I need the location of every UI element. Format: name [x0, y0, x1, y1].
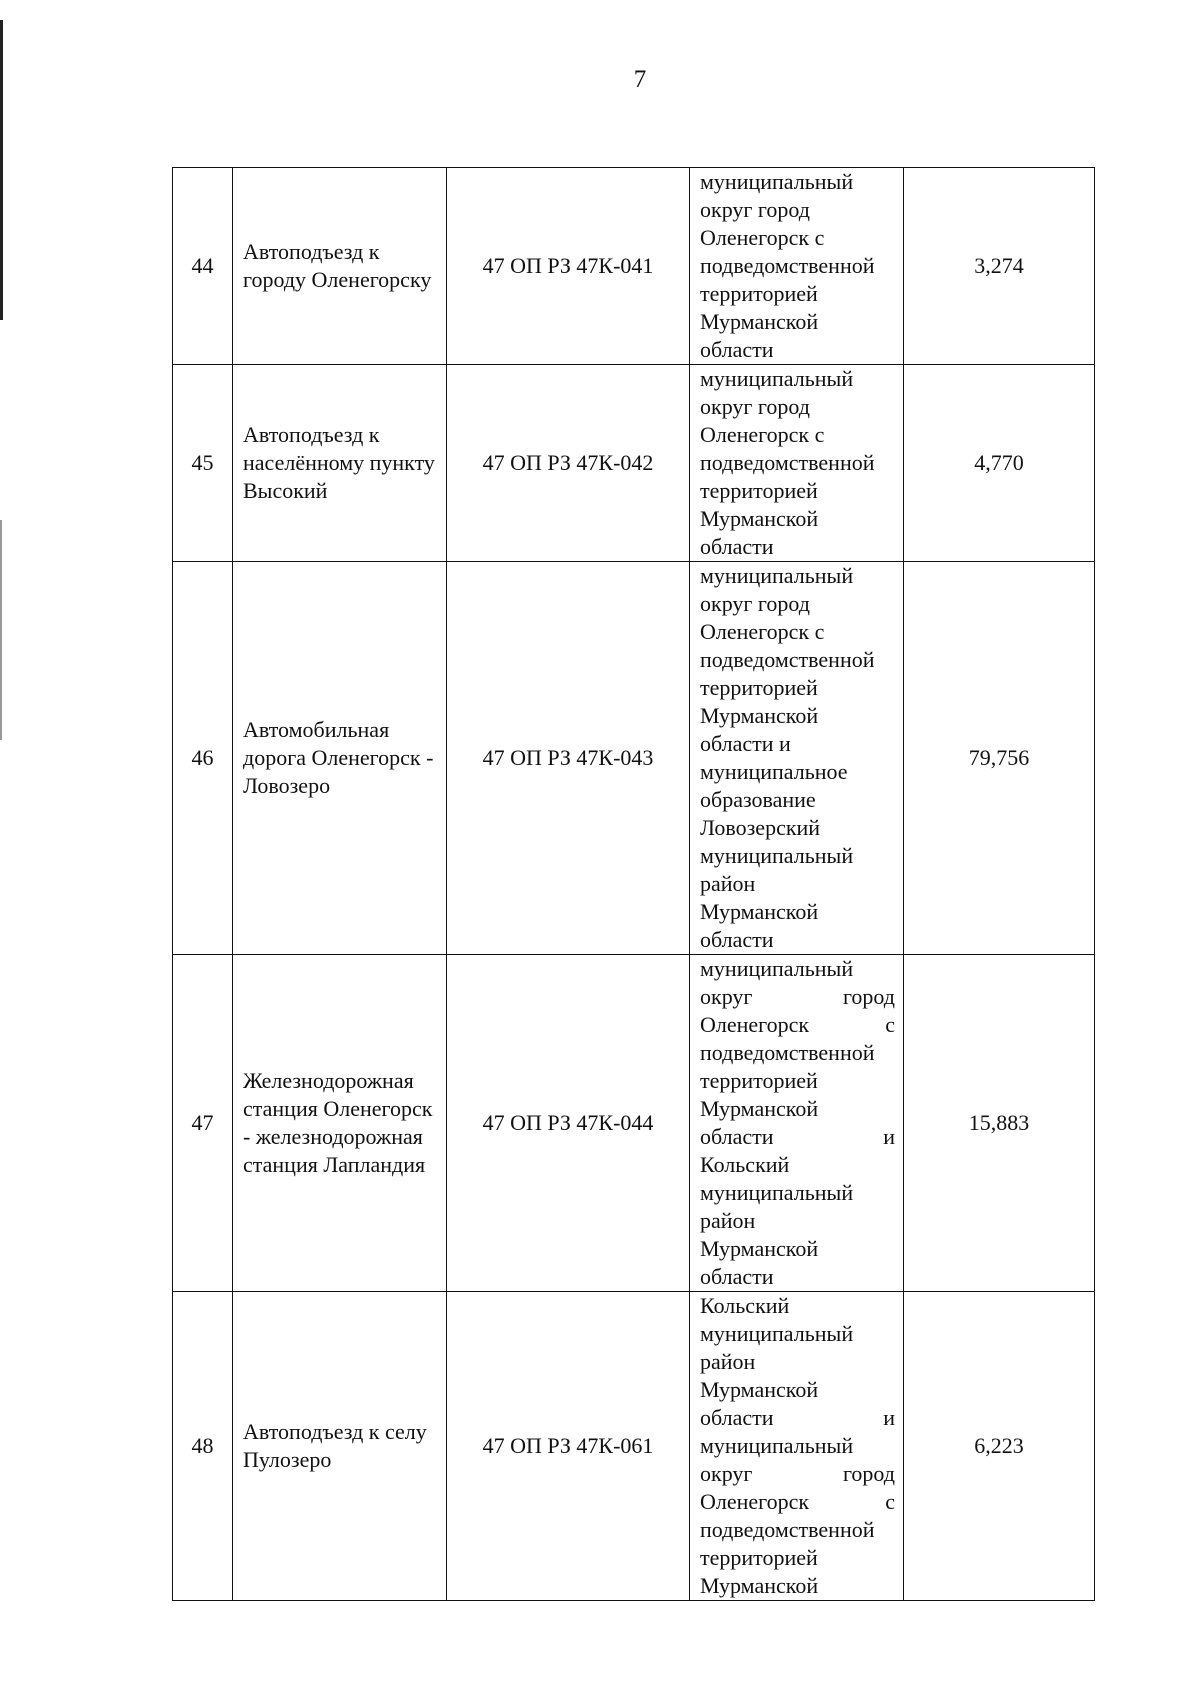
municipal-area [690, 365, 904, 562]
road-length: 6,223 [904, 1292, 1095, 1601]
area-line: округ город [700, 197, 810, 222]
area-line: области [700, 927, 774, 952]
scan-edge-mark [0, 20, 3, 320]
area-line: Оленегорск с [700, 619, 825, 644]
municipal-area [690, 562, 904, 955]
area-line: муниципальный [700, 366, 854, 391]
area-line: округ город [700, 984, 895, 1009]
row-number: 45 [173, 365, 233, 562]
area-line: район [700, 1349, 756, 1374]
area-line: подведомственной [700, 1040, 875, 1065]
road-name: Автоподъезд к селу Пулозеро [233, 1292, 447, 1601]
area-line: подведомственной [700, 647, 875, 672]
area-line: подведомственной [700, 450, 875, 475]
area-line: муниципальный [700, 956, 854, 981]
area-line: Оленегорск с [700, 1012, 895, 1037]
area-line: области и [700, 731, 791, 756]
table-row [173, 365, 1095, 562]
area-line: области и [700, 1124, 895, 1149]
area-line: муниципальный [700, 1180, 854, 1205]
scan-edge-mark [0, 520, 2, 740]
area-line: Оленегорск с [700, 422, 825, 447]
table-row [173, 955, 1095, 1292]
row-number: 44 [173, 168, 233, 365]
area-line: Кольский [700, 1152, 790, 1177]
area-line: район [700, 871, 756, 896]
area-line: Мурманской [700, 1096, 819, 1121]
table-row [173, 168, 1095, 365]
area-line: округ город [700, 591, 810, 616]
area-line: муниципальный [700, 843, 854, 868]
roads-table [172, 167, 1095, 1601]
area-line: области [700, 1264, 774, 1289]
area-line: области [700, 534, 774, 559]
road-length: 15,883 [904, 955, 1095, 1292]
area-line: муниципальный [700, 1321, 854, 1346]
road-name: Автоподъезд к населённому пункту Высокий [233, 365, 447, 562]
table-row [173, 562, 1095, 955]
municipal-area [690, 955, 904, 1292]
area-line: район [700, 1208, 756, 1233]
area-line: Мурманской [700, 899, 819, 924]
road-name: Автомобильная дорога Оленегорск - Ловозеро [233, 562, 447, 955]
road-code: 47 ОП РЗ 47К-061 [447, 1292, 690, 1601]
area-line: округ город [700, 1461, 895, 1486]
area-line: территорией [700, 1545, 818, 1570]
road-length: 79,756 [904, 562, 1095, 955]
area-line: Мурманской [700, 1377, 819, 1402]
area-line: муниципальное [700, 759, 848, 784]
municipal-area [690, 168, 904, 365]
area-line: территорией [700, 1068, 818, 1093]
area-line: Мурманской [700, 309, 819, 334]
page-number: 7 [633, 66, 647, 93]
municipal-area [690, 1292, 904, 1601]
area-line: Мурманской [700, 703, 819, 728]
area-line: Ловозерский [700, 815, 821, 840]
area-line: области и [700, 1405, 895, 1430]
row-number: 47 [173, 955, 233, 1292]
area-line: подведомственной [700, 1517, 875, 1542]
row-number: 46 [173, 562, 233, 955]
road-length: 3,274 [904, 168, 1095, 365]
area-line: территорией [700, 281, 818, 306]
area-line: подведомственной [700, 253, 875, 278]
area-line: территорией [700, 478, 818, 503]
area-line: Мурманской [700, 1573, 819, 1598]
area-line: Кольский [700, 1293, 790, 1318]
road-code: 47 ОП РЗ 47К-041 [447, 168, 690, 365]
road-code: 47 ОП РЗ 47К-042 [447, 365, 690, 562]
table-row [173, 1292, 1095, 1601]
area-line: Мурманской [700, 1236, 819, 1261]
area-line: муниципальный [700, 1433, 854, 1458]
area-line: Оленегорск с [700, 225, 825, 250]
area-line: территорией [700, 675, 818, 700]
area-line: округ город [700, 394, 810, 419]
road-code: 47 ОП РЗ 47К-043 [447, 562, 690, 955]
road-name: Автоподъезд к городу Оленегорску [233, 168, 447, 365]
road-code: 47 ОП РЗ 47К-044 [447, 955, 690, 1292]
area-line: муниципальный [700, 563, 854, 588]
area-line: Мурманской [700, 506, 819, 531]
area-line: муниципальный [700, 169, 854, 194]
area-line: области [700, 337, 774, 362]
road-name: Железнодорожная станция Оленегорск - железнодорожная станция Лапландия [233, 955, 447, 1292]
road-length: 4,770 [904, 365, 1095, 562]
row-number: 48 [173, 1292, 233, 1601]
area-line: Оленегорск с [700, 1489, 895, 1514]
area-line: образование [700, 787, 816, 812]
